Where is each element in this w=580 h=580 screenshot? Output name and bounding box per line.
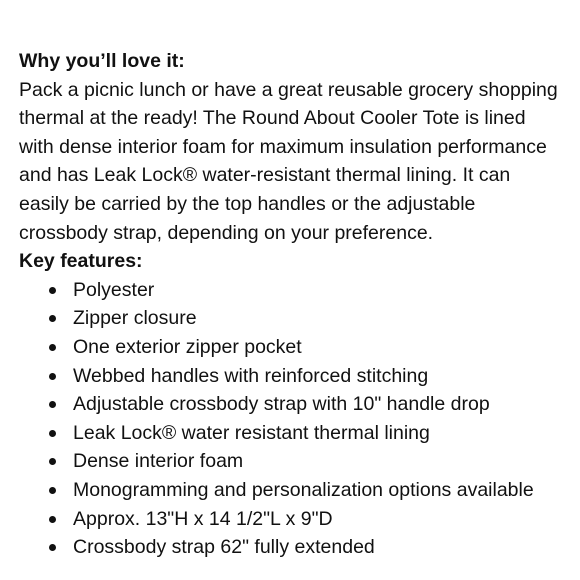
bullet-icon [49, 315, 56, 322]
feature-item [19, 362, 564, 391]
why-heading: Why you’ll love it: [19, 50, 185, 72]
feature-item [19, 505, 564, 534]
product-description [19, 47, 564, 562]
bullet-icon [49, 487, 56, 494]
feature-text: Approx. 13"H x 14 1/2"L x 9"D [73, 507, 333, 530]
feature-text: One exterior zipper pocket [73, 335, 302, 358]
feature-item [19, 333, 564, 362]
bullet-icon [49, 401, 56, 408]
feature-item [19, 276, 564, 305]
bullet-icon [49, 373, 56, 380]
feature-text: Adjustable crossbody strap with 10" handle drop [73, 393, 490, 416]
bullet-icon [49, 516, 56, 523]
feature-text: Crossbody strap 62" fully extended [73, 536, 375, 559]
feature-text: Webbed handles with reinforced stitching [73, 364, 429, 387]
bullet-icon [49, 458, 56, 465]
feature-item [19, 419, 564, 448]
feature-item [19, 304, 564, 333]
feature-item [19, 476, 564, 505]
feature-text: Dense interior foam [73, 450, 244, 473]
feature-item [19, 533, 564, 562]
why-description: Pack a picnic lunch or have a great reusable grocery shopping thermal at the ready! The Round About Cooler Tote is lined with dense interior foam for maximum insulation performance and has Leak Lock® water-resistant thermal lining. It can easily be carried by the top handles or the adjustable crossbody strap, depending on your preference. [19, 78, 558, 244]
bullet-icon [49, 344, 56, 351]
key-features-heading: Key features: [19, 250, 143, 273]
key-features-list [19, 276, 564, 562]
feature-text: Polyester [73, 278, 155, 301]
feature-item [19, 390, 564, 419]
feature-text: Zipper closure [73, 307, 197, 330]
bullet-icon [49, 430, 56, 437]
bullet-icon [49, 544, 56, 551]
feature-text: Monogramming and personalization options available [73, 478, 534, 501]
bullet-icon [49, 287, 56, 294]
feature-text: Leak Lock® water resistant thermal lining [73, 421, 430, 444]
feature-item [19, 447, 564, 476]
